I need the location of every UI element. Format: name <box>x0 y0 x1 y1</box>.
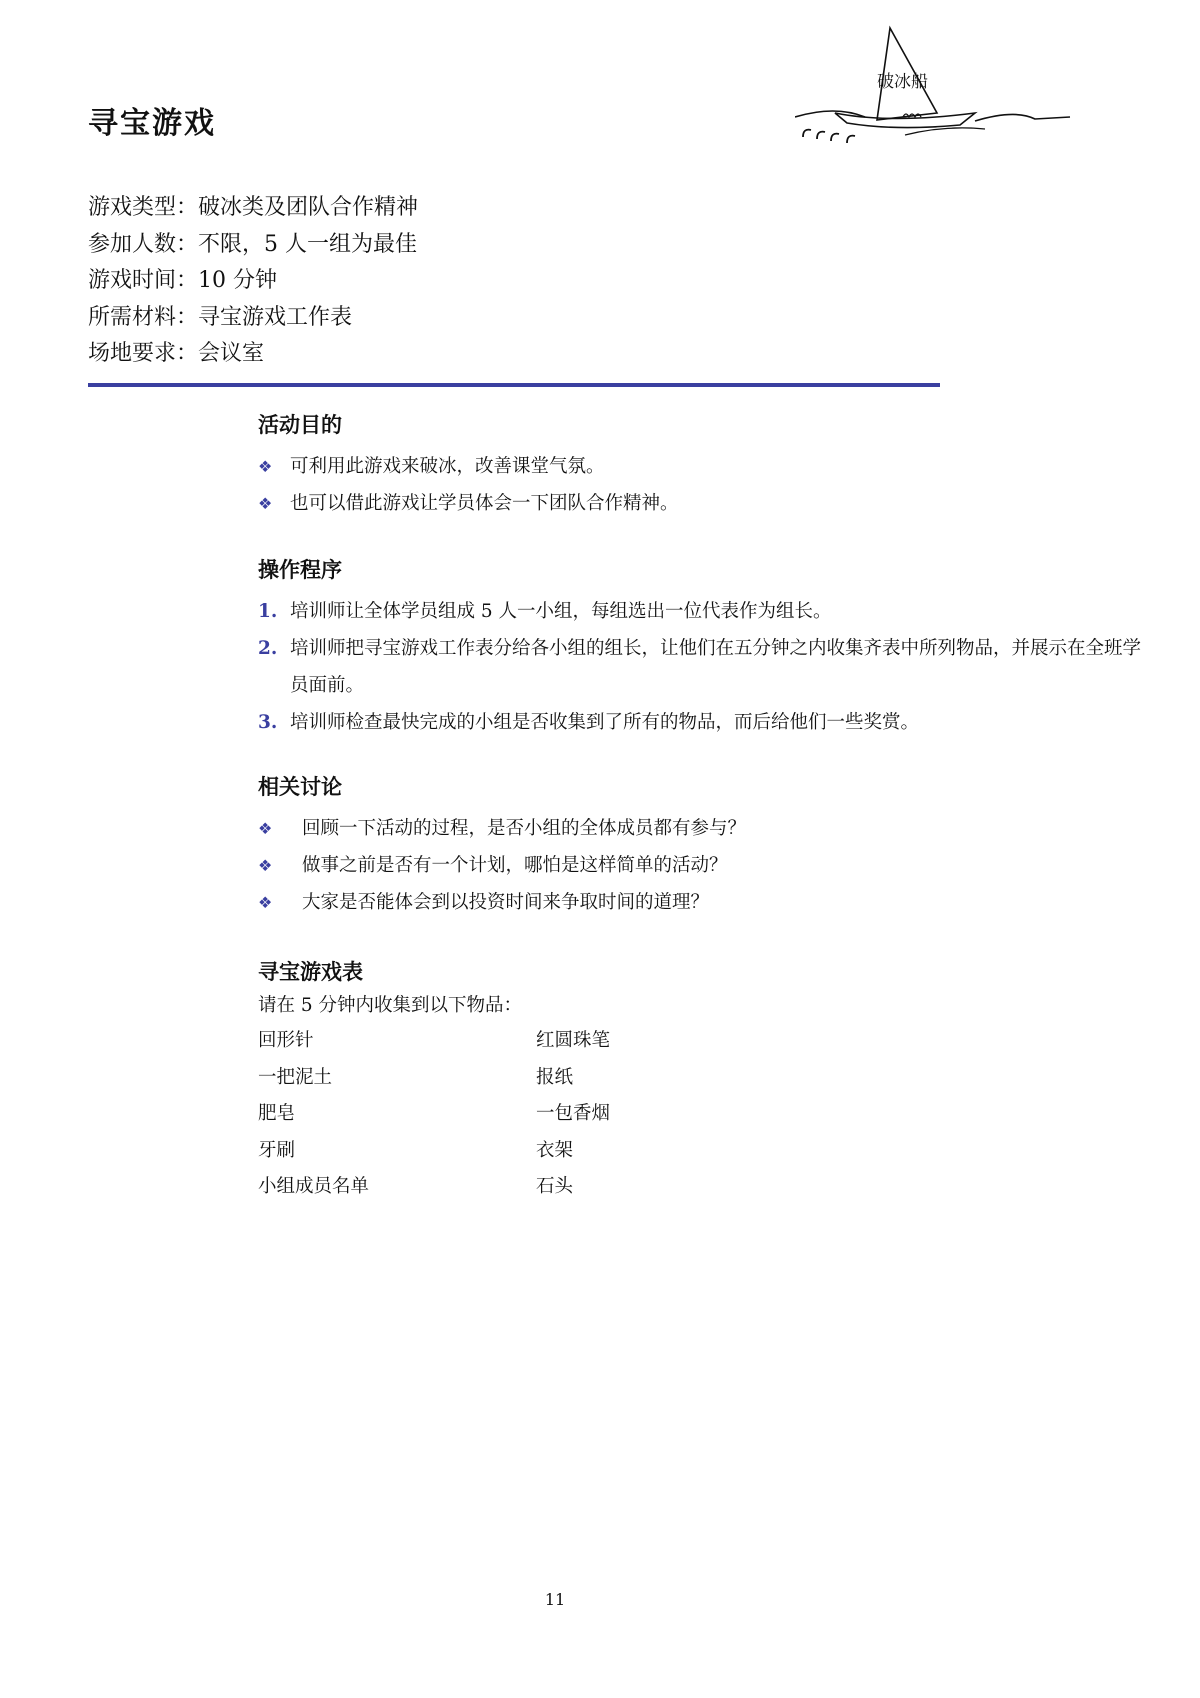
worksheet-item: 报纸 <box>536 1066 574 1088</box>
discussion-item: ❖ 大家是否能体会到以投资时间来争取时间的道理？ <box>258 884 746 921</box>
worksheet-intro: 请在 5 分钟内收集到以下物品： <box>258 995 523 1016</box>
diamond-bullet-icon: ❖ <box>258 819 273 838</box>
discussion-item: ❖ 做事之前是否有一个计划，哪怕是这样简单的活动？ <box>258 847 746 884</box>
meta-duration: 游戏时间：10 分钟 <box>88 268 277 293</box>
meta-participants: 参加人数：不限，5 人一组为最佳 <box>88 231 417 257</box>
procedure-step: 3. 培训师检查最快完成的小组是否收集到了所有的物品，而后给他们一些奖赏。 <box>258 704 1150 741</box>
divider <box>88 383 940 387</box>
step-number: 1. <box>258 601 278 622</box>
worksheet-item: 一把泥土 <box>258 1066 333 1088</box>
page-number: 11 <box>544 1590 566 1609</box>
objective-item: ❖ 可利用此游戏来破冰，改善课堂气氛。 <box>258 448 679 485</box>
diamond-bullet-icon: ❖ <box>258 856 273 875</box>
worksheet-item: 回形针 <box>258 1030 314 1051</box>
diamond-bullet-icon: ❖ <box>258 893 273 912</box>
procedure-section <box>258 553 1150 741</box>
worksheet-item: 石头 <box>536 1176 574 1197</box>
discussion-item: ❖ 回顾一下活动的过程，是否小组的全体成员都有参与？ <box>258 810 746 847</box>
procedure-step: 2. 培训师把寻宝游戏工作表分给各小组的组长，让他们在五分钟之内收集齐表中所列物品，并展示在全班学员面前。 <box>258 630 1150 704</box>
procedure-title: 操作程序 <box>258 558 342 582</box>
step-number: 2. <box>258 638 278 659</box>
meta-game-type: 游戏类型：破冰类及团队合作精神 <box>88 195 419 220</box>
discussion-title: 相关讨论 <box>258 775 342 799</box>
discussion-section <box>258 770 746 921</box>
worksheet-item: 肥皂 <box>258 1103 296 1124</box>
logo-text: 破冰船 <box>877 72 928 92</box>
worksheet-item: 牙刷 <box>258 1139 296 1161</box>
game-meta <box>88 190 418 373</box>
meta-venue: 场地要求：会议室 <box>88 341 265 366</box>
worksheet-title: 寻宝游戏表 <box>258 960 363 984</box>
objective-item: ❖ 也可以借此游戏让学员体会一下团队合作精神。 <box>258 485 679 522</box>
procedure-step: 1. 培训师让全体学员组成 5 人一小组，每组选出一位代表作为组长。 <box>258 593 1150 630</box>
objectives-title: 活动目的 <box>258 413 342 437</box>
worksheet-item: 红圆珠笔 <box>536 1030 611 1051</box>
diamond-bullet-icon: ❖ <box>258 457 273 476</box>
worksheet-item: 小组成员名单 <box>258 1176 370 1197</box>
icebreaker-ship-logo <box>795 25 1075 150</box>
worksheet-items <box>258 1023 736 1206</box>
worksheet-item: 一包香烟 <box>536 1103 611 1124</box>
worksheet-section <box>258 955 736 1206</box>
meta-materials: 所需材料：寻宝游戏工作表 <box>88 304 353 330</box>
diamond-bullet-icon: ❖ <box>258 494 273 513</box>
step-number: 3. <box>258 712 278 733</box>
page-title: 寻宝游戏 <box>88 106 216 141</box>
objectives-section <box>258 408 679 522</box>
worksheet-item: 衣架 <box>536 1139 574 1161</box>
